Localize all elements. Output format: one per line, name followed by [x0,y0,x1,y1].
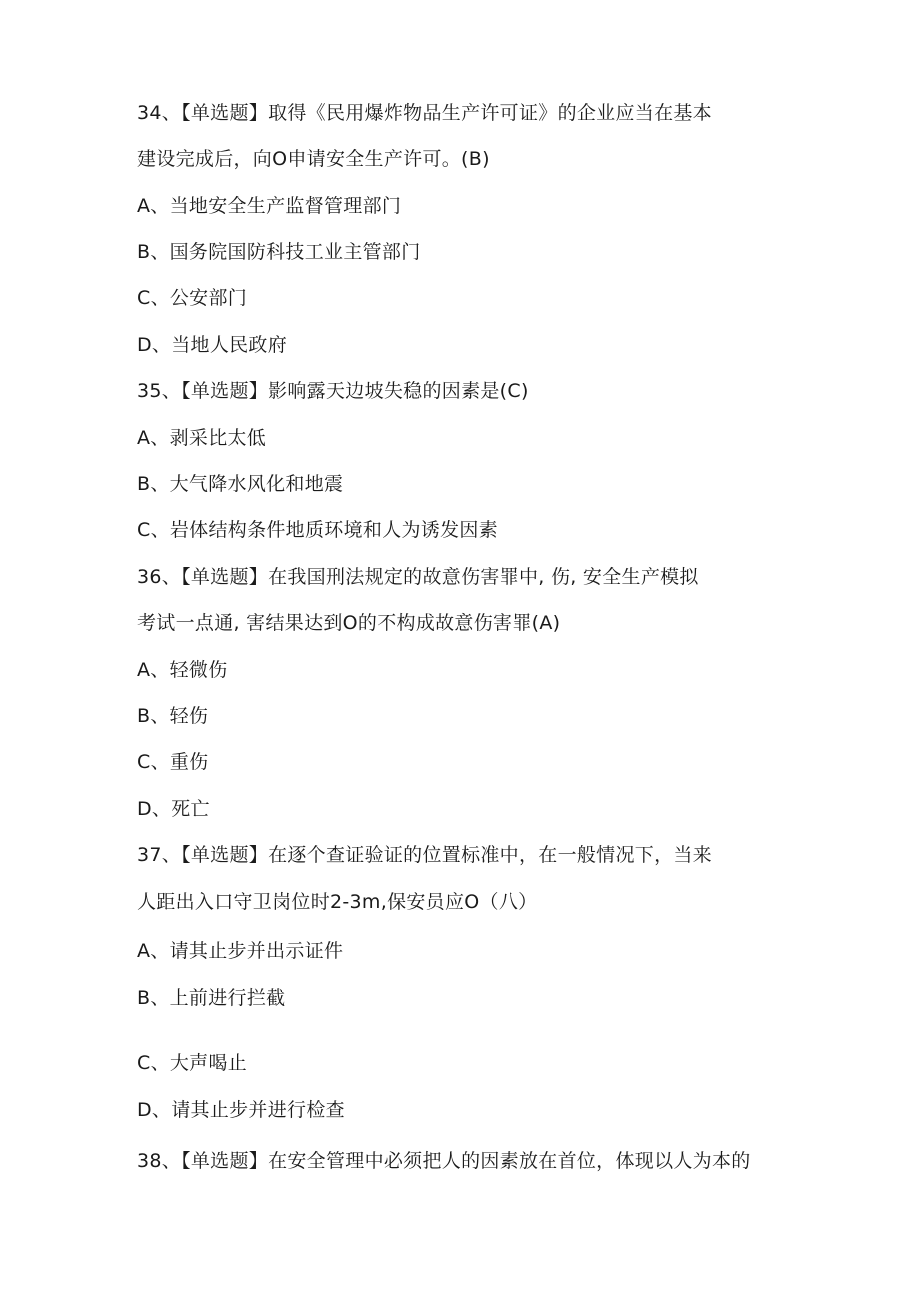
question-37-stem-line-1: 37、【单选题】在逐个查证验证的位置标准中，在一般情况下，当来 [137,844,712,866]
question-37-stem-line-2: 人距出入口守卫岗位时2-3m,保安员应O（八） [137,891,538,913]
question-35-stem: 35、【单选题】影响露天边坡失稳的因素是(C) [137,380,529,402]
question-35-option-a: A、剥采比太低 [137,427,267,449]
question-36-option-c: C、重伤 [137,751,209,773]
question-34-option-c: C、公安部门 [137,287,248,309]
question-34-option-b: B、国务院国防科技工业主管部门 [137,241,421,263]
question-38-stem-line-1: 38、【单选题】在安全管理中必须把人的因素放在首位，体现以人为本的 [137,1150,751,1172]
question-36-option-d: D、死亡 [137,798,210,820]
question-34-option-d: D、当地人民政府 [137,334,288,356]
question-36-stem-line-2: 考试一点通, 害结果达到O的不构成故意伤害罪(A) [137,612,561,634]
question-34-stem-line-2: 建设完成后，向O申请安全生产许可。(B) [137,148,490,170]
question-36-stem-line-1: 36、【单选题】在我国刑法规定的故意伤害罪中, 伤, 安全生产模拟 [137,566,699,588]
question-35-option-c: C、岩体结构条件地质环境和人为诱发因素 [137,519,498,541]
question-37-option-d: D、请其止步并进行检查 [137,1099,345,1121]
question-37-option-b: B、上前进行拦截 [137,987,286,1009]
question-37-option-c: C、大声喝止 [137,1052,248,1074]
question-35-option-b: B、大气降水风化和地震 [137,473,344,495]
question-34-option-a: A、当地安全生产监督管理部门 [137,195,402,217]
question-37-option-a: A、请其止步并出示证件 [137,940,344,962]
question-36-option-a: A、轻微伤 [137,659,228,681]
question-36-option-b: B、轻伤 [137,705,209,727]
question-34-stem-line-1: 34、【单选题】取得《民用爆炸物品生产许可证》的企业应当在基本 [137,102,712,124]
